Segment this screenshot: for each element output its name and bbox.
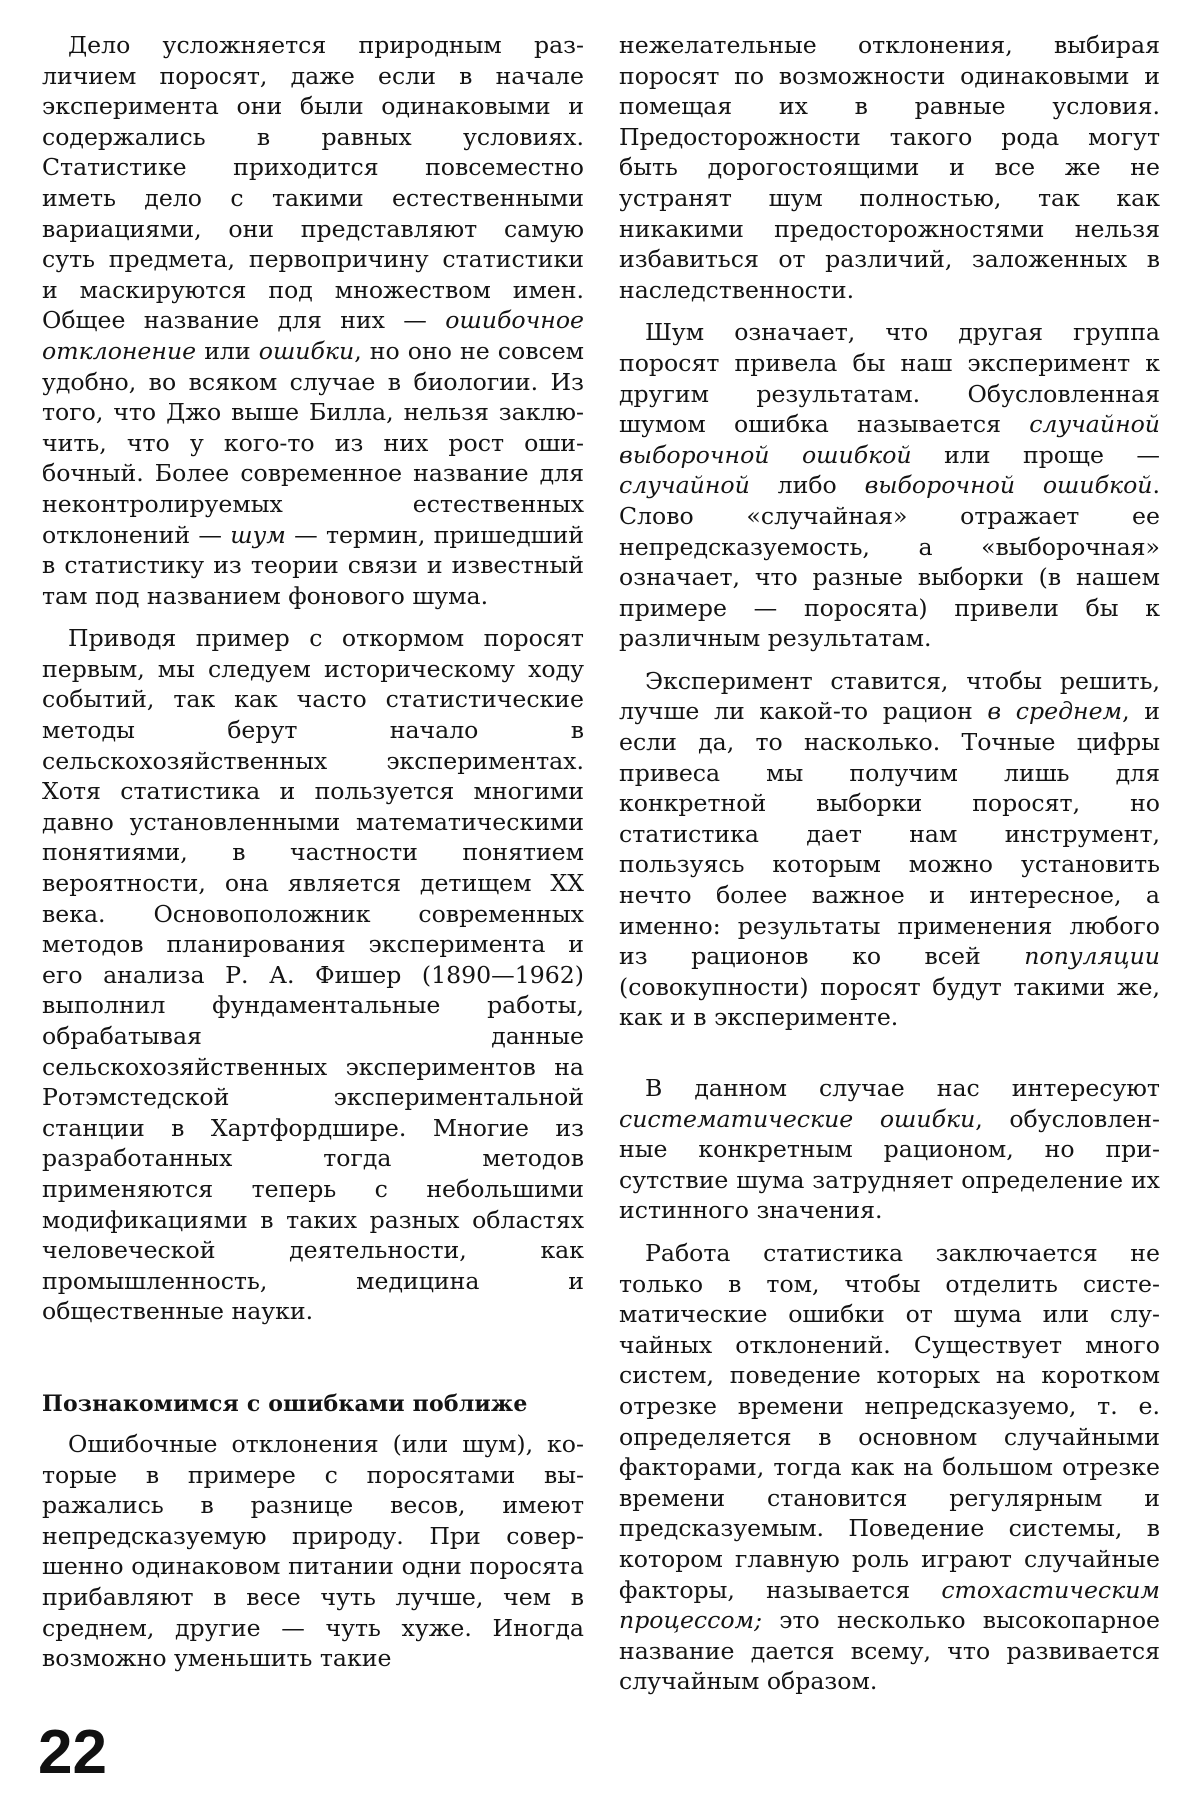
text-run: . Слово «случайная» отражает ее непредсказуемость, а «выборочная» означает, что разные выборки (в нашем примере — поросята) привели бы к различным результатам. [619, 471, 1160, 653]
text-run: В данном случае нас интересуют [645, 1074, 1160, 1102]
paragraph-systematic-errors [619, 1073, 1160, 1226]
italic-term: шум [230, 520, 286, 549]
paragraph-errors-closer: Ошибочные отклонения (или шум), которые в примере с поросятами выражались в разнице весов, имеют непредсказуемую природу. При совершенно одинаковом питании одни поросята прибавляют в весе чуть лучше, чем в среднем, другие — чуть хуже. Иногда возможно уменьшить такие [42, 1429, 584, 1673]
italic-term: популяции [1024, 942, 1160, 971]
text-run: Дело усложняется природным различием поросят, даже если в начале эксперимента они были одинаковыми и содержались в равных условиях. Статистике приходится повсеместно иметь дело с такими естественными вариациями, они представляют самую суть предмета, первопричину статистики и маскируются под множеством имен. Общее название для них — [42, 31, 584, 335]
text-run: либо [777, 471, 837, 500]
text-run: (совокупности) поросят будут такими же, как и в эксперименте. [619, 972, 1160, 1032]
italic-term: ошибочное отклонение [42, 306, 584, 365]
page-number: 22 [38, 1718, 107, 1787]
paragraph-history-fisher: Приводя пример с откормом поросят первым, мы следуем историческому ходу событий, так как часто статистические методы берут начало в сельскохозяйственных экспериментах. Хотя статистика и пользуется многими давно установленными математическими понятиями, в частности понятием вероятности, она является детищем XX века. Основоположник современных методов планирования эксперимента и его анализа Р. А. Фишер (1890—1962) выполнил фундаментальные работы, обрабатывая данные сельскохозяйственных экспериментов на Ротэмстедской экспериментальной станции в Хартфордшире. Многие из разработанных тогда методов применяются теперь с небольшими модификациями в таких разных областях человеческой деятельности, как промышленность, медицина и общественные науки. [42, 624, 584, 1326]
paragraph-experiment-purpose [619, 666, 1160, 1033]
text-run: это несколько высокопарное название дается всему, что развивается случайным образом. [619, 1606, 1161, 1696]
right-column [619, 30, 1160, 1697]
italic-term: стохастическим процессом; [619, 1575, 1160, 1635]
text-run: или [204, 336, 251, 365]
italic-term: ошибки [258, 336, 355, 365]
text-run: — термин, пришедший в статистику из теории связи и известный там под названием фонового шума. [42, 520, 585, 610]
paragraph-sampling-error [619, 317, 1160, 654]
paragraph-continuation: нежелательные отклонения, выбирая поросят по возможности одинаковыми и помещая их в равные условия. Предосторожности такого рода могут быть дорогостоящими и все же не устранят шум полностью, так как никакими предосторожностями нельзя избавиться от различий, заложенных в наследственности. [619, 31, 1160, 304]
text-run: Эксперимент ставится, чтобы решить, лучше ли какой-то рацион [619, 666, 1160, 726]
text-run: или проще — [944, 440, 1161, 469]
italic-term: систематические ошибки [619, 1104, 976, 1133]
text-run: Работа статистика заключается не только в том, чтобы отделить систематические ошибки от шума или случайных отклонений. Существует много систем, поведение которых на коротком отрезке времени непредсказуемо, т. е. определяется в основном случайными факторами, тогда как на большом отрезке времени становится регулярным и предсказуемым. Поведение системы, в котором главную роль играют случайные факторы, называется [619, 1238, 1160, 1604]
text-run: , обусловленные конкретным рационом, но присутствие шума затрудняет определение их истинного значения. [619, 1104, 1160, 1225]
left-column [42, 30, 584, 1674]
paragraph-noise-variation [42, 30, 584, 611]
italic-term: в среднем [987, 697, 1123, 726]
text-run: , и если да, то насколько. Точные цифры привеса мы получим лишь для конкретной выборки поросят, но статистика дает нам инструмент, пользуясь которым можно установить нечто более важное и интересное, а именно: результаты применения любого из рационов ко всей [619, 697, 1160, 971]
italic-term: случайной выборочной ошибкой [619, 410, 1161, 469]
section-heading: Познакомимся с ошибками поближе [42, 1390, 528, 1417]
paragraph-stochastic-process [619, 1238, 1160, 1697]
text-run: , но оно не совсем удобно, во всяком случае в биологии. Из того, что Джо выше Билла, нельзя заключить, что у кого-то из них рост ошибочный. Более современное название для неконтролируемых естественных отклонений — [42, 336, 585, 549]
italic-term: случайной [619, 471, 750, 500]
italic-term: выборочной ошибкой [864, 471, 1153, 500]
text-run: Шум означает, что другая группа поросят привела бы наш эксперимент к другим результатам. Обусловленная шумом ошибка называется [619, 318, 1160, 439]
